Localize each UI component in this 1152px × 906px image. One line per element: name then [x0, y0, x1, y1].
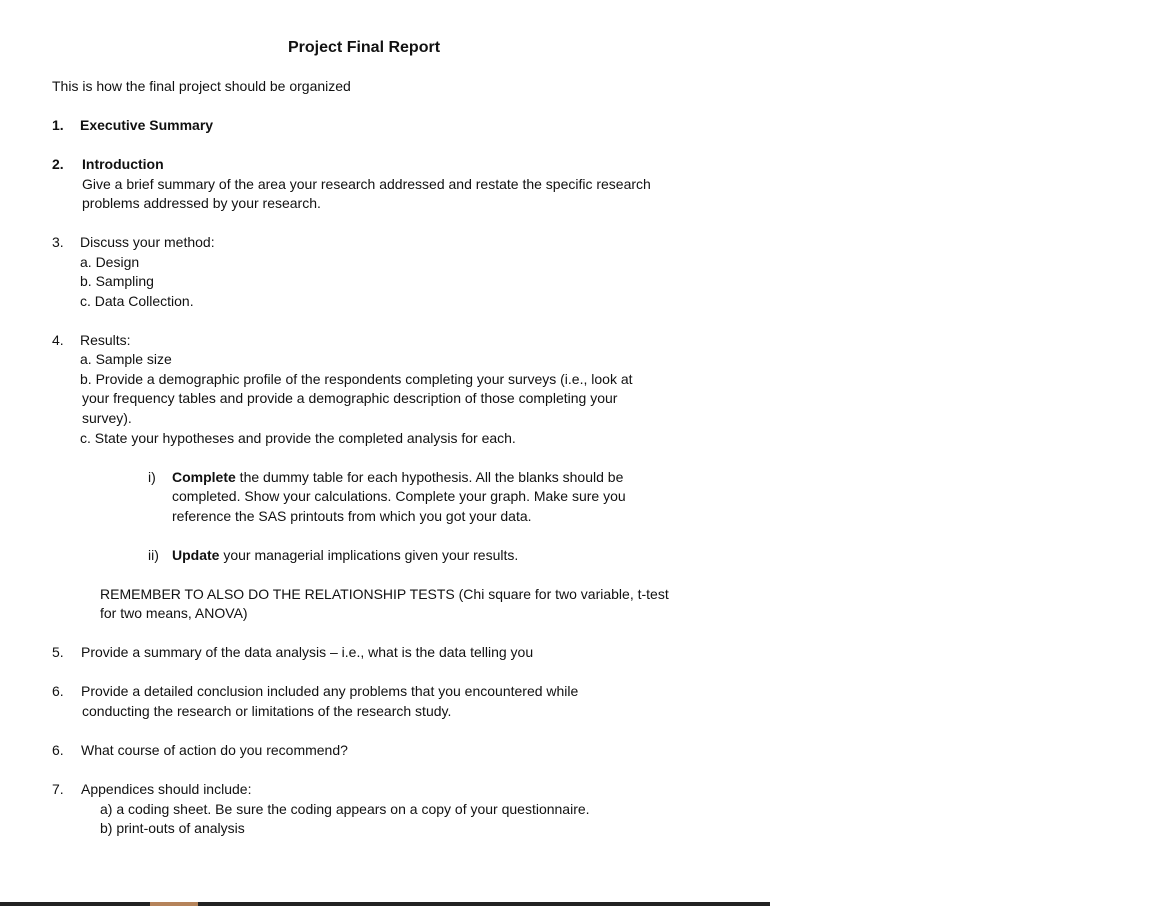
- bottom-border: [0, 902, 770, 906]
- subitem-ii-text: your managerial implications given your results.: [219, 547, 519, 563]
- subitem-ii-bold: Update: [172, 547, 220, 563]
- section-4-item-b-cont: your frequency tables and provide a demographic description of those completing your: [82, 390, 618, 406]
- section-6b-number: 6.: [52, 742, 64, 758]
- remember-note: REMEMBER TO ALSO DO THE RELATIONSHIP TESTS (Chi square for two variable, t-test: [100, 586, 669, 602]
- section-7-item-b: b) print-outs of analysis: [100, 820, 245, 836]
- section-5-number: 5.: [52, 644, 64, 660]
- section-7-item-a: a) a coding sheet. Be sure the coding appears on a copy of your questionnaire.: [100, 801, 590, 817]
- subitem-ii-line: [172, 546, 518, 566]
- section-3-item: c. Data Collection.: [80, 293, 194, 309]
- section-3-item: b. Sampling: [80, 273, 154, 289]
- page-title: Project Final Report: [288, 39, 441, 56]
- section-6b-text: What course of action do you recommend?: [81, 742, 348, 758]
- section-3-number: 3.: [52, 234, 64, 250]
- section-4-item-a: a. Sample size: [80, 351, 172, 367]
- section-2-line: problems addressed by your research.: [82, 195, 321, 211]
- subitem-i-line: reference the SAS printouts from which you got your data.: [172, 508, 532, 524]
- section-2-line: Give a brief summary of the area your research addressed and restate the specific research: [82, 176, 651, 192]
- section-2-heading: Introduction: [82, 156, 164, 172]
- section-1-number: 1.: [52, 117, 64, 133]
- section-1-heading: Executive Summary: [80, 117, 214, 133]
- bottom-border-accent: [150, 902, 198, 906]
- subitem-i-line: [172, 468, 623, 488]
- section-4-number: 4.: [52, 332, 64, 348]
- section-6-line: conducting the research or limitations of the research study.: [82, 703, 452, 719]
- section-6-number: 6.: [52, 683, 64, 699]
- section-6-line: Provide a detailed conclusion included any problems that you encountered while: [81, 683, 579, 699]
- subitem-i-marker: i): [148, 469, 156, 485]
- section-4-item-b-cont: survey).: [82, 410, 132, 426]
- subitem-i-bold: Complete: [172, 469, 236, 485]
- section-3-heading: Discuss your method:: [80, 234, 215, 250]
- section-4-item-b: b. Provide a demographic profile of the respondents completing your surveys (i.e., look at: [80, 371, 633, 387]
- subitem-i-text: the dummy table for each hypothesis. All the blanks should be: [235, 469, 624, 485]
- section-4-item-c: c. State your hypotheses and provide the completed analysis for each.: [80, 430, 516, 446]
- section-7-number: 7.: [52, 781, 64, 797]
- subitem-i-line: completed. Show your calculations. Complete your graph. Make sure you: [172, 488, 626, 504]
- section-5-text: Provide a summary of the data analysis – i.e., what is the data telling you: [81, 644, 534, 660]
- section-2-number: 2.: [52, 156, 64, 172]
- section-7-heading: Appendices should include:: [81, 781, 252, 797]
- intro-text: This is how the final project should be organized: [52, 78, 351, 94]
- subitem-ii-marker: ii): [148, 547, 159, 563]
- section-4-heading: Results:: [80, 332, 131, 348]
- remember-note: for two means, ANOVA): [100, 605, 248, 621]
- section-3-item: a. Design: [80, 254, 140, 270]
